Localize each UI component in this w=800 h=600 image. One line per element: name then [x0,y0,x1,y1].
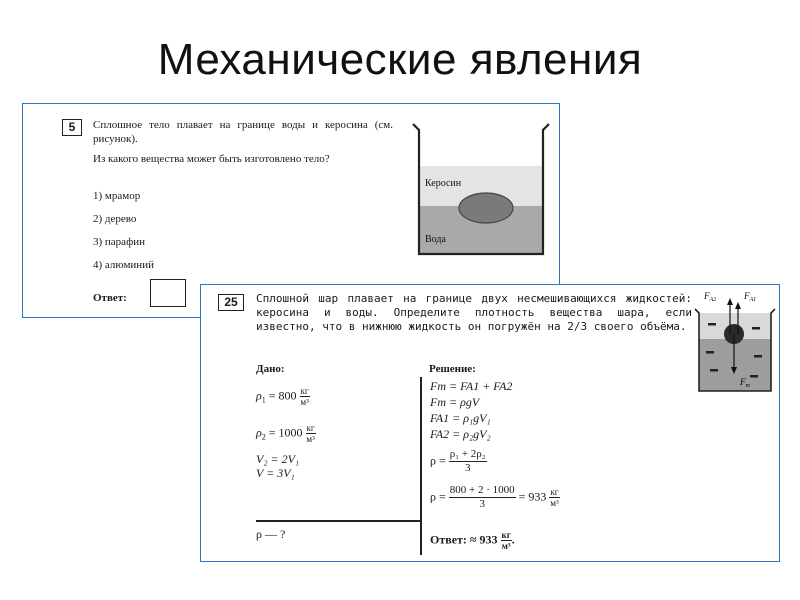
svg-text:FA1: $F_{A1}$ [744,291,757,303]
slide-title: Механические явления [157,35,643,84]
given-find: ρ — ? [256,527,286,541]
given-v2: V₂ = 2V₁ [256,452,300,466]
task-number-badge: 5 [62,119,82,136]
answer-label: Ответ: [93,292,127,304]
solution-answer: Ответ: ≈ 933 $\frac{кг}{\text{м³}}$ . [430,530,515,551]
svg-text:FA2: $F_{A2}$ [704,291,717,303]
solution-line-3: FA1 = ρ₁gV₁ [430,411,491,425]
answer-option-3: 3) парафин [93,236,145,248]
answer-option-2: 2) дерево [93,213,137,225]
solution-line-5: ρ = $\frac{\text{ρ₁ + 2ρ₂}}{3}$ [430,448,486,474]
task-number-badge: 25 [218,294,244,311]
solution-title: Решение: [429,363,476,375]
solution-line-2: Fт = ρgV [430,395,480,409]
solution-line-1: Fт = FA1 + FA2 [430,379,513,393]
kerosene-label: Керосин [425,178,462,189]
svg-text:Fт: $F_т$ [740,377,750,389]
given-rho1: $\rho_1 = 800$ $\frac{кг}{\text{м³}}$ [256,386,309,407]
given-rho2: $\rho_2 = 1000$ $\frac{кг}{\text{м³}}$ [256,423,315,444]
task-5-question-line1: Сплошное тело плавает на границе воды и керосина (см. рисунок). [93,119,393,145]
task-5-question-line2: Из какого вещества может быть изготовлено тело? [93,153,330,165]
water-layer [699,339,771,391]
water-label: Вода [425,234,446,245]
given-title: Дано: [256,363,285,375]
solution-line-6: ρ = $\frac{800 + 2 \cdot 1000}{3}$ = 933 $\frac{кг}{\text{м³}}$ [430,484,559,510]
answer-option-4: 4) алюминий [93,259,154,271]
task-25-question: Сплошной шар плавает на границе двух несмешивающихся жидкостей: керосина и воды. Определите плотность вещества шара, если известно, что в нижнюю жидкость он погружён на 2/3 своего объёма. [256,292,692,333]
given-v: V = 3V₁ [256,466,295,480]
given-find-divider [256,520,422,522]
beaker-figure [411,120,551,260]
solution-line-4: FA2 = ρ₂gV₂ [430,427,491,441]
floating-body [459,193,513,223]
task-25-card [200,284,780,562]
answer-option-1: 1) мрамор [93,190,141,202]
ball-forces-figure [694,289,776,395]
answer-box[interactable] [150,279,186,307]
given-solution-divider [420,377,422,555]
